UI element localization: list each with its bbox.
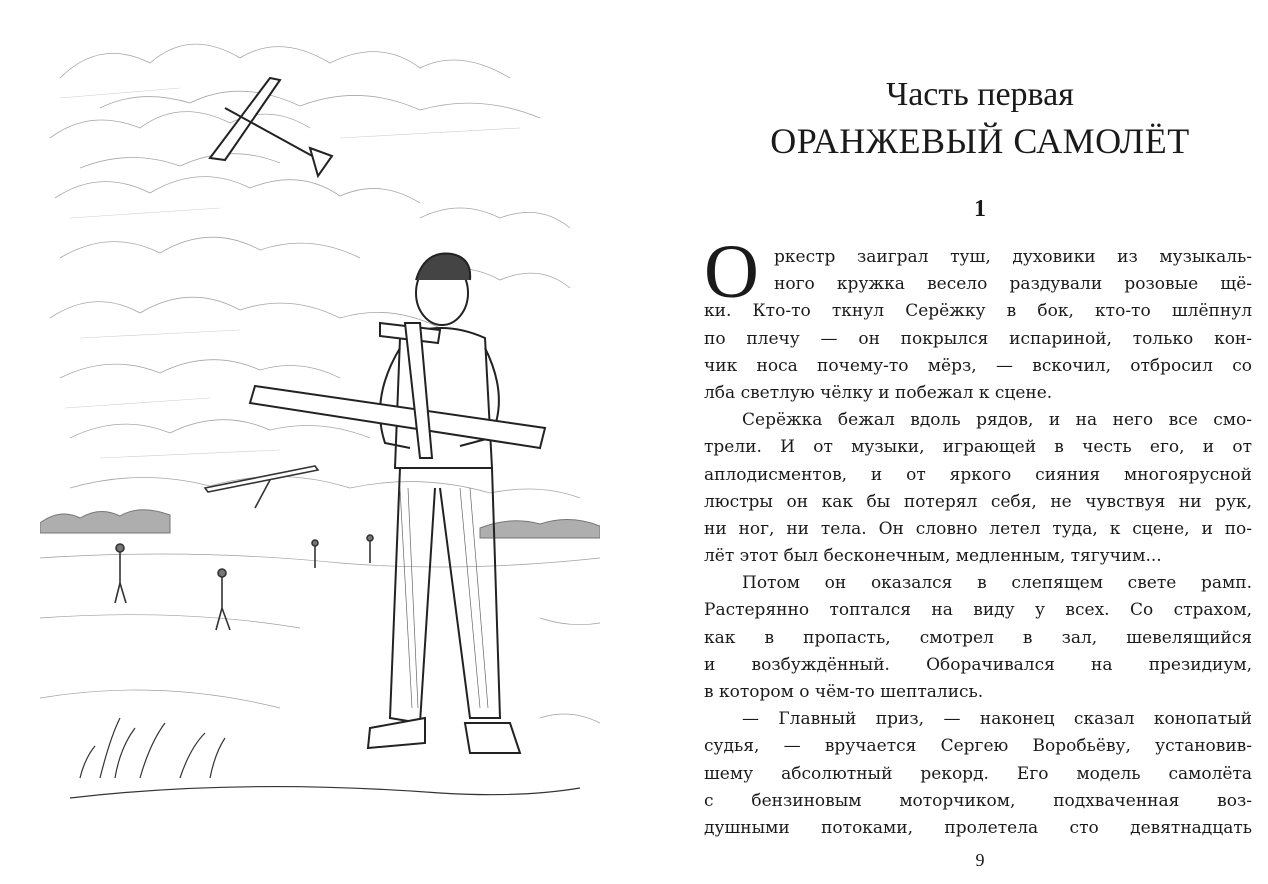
text-line: ки. Кто-то ткнул Серёжку в бок, кто-то шлёпнул (704, 301, 1252, 322)
text-line: по плечу — он покрылся испариной, только кон- (704, 328, 1252, 349)
text-line: аплодисментов, и от яркого сияния многоярусной (704, 464, 1252, 485)
illustration-boy-with-model-plane (40, 18, 600, 818)
text-line: и возбуждённый. Оборачивался на президиум, (704, 654, 1252, 675)
body-text (704, 230, 1252, 842)
text-line: Растерянно топтался на виду у всех. Со страхом, (704, 600, 1252, 621)
text-line: лёт этот был бесконечным, медленным, тягучим... (704, 546, 1162, 567)
text-line: шему абсолютный рекорд. Его модель самолёта (704, 763, 1252, 784)
text-line: душными потоками, пролетела сто девятнадцать (704, 817, 1252, 838)
glider-distance (205, 466, 318, 508)
page-number: 9 (975, 850, 985, 870)
text-line: лба светлую чёлку и побежал к сцене. (704, 382, 1053, 403)
glider-sky (210, 78, 332, 176)
part-title: Часть первая (886, 76, 1074, 113)
book-title: ОРАНЖЕВЫЙ САМОЛЁТ (770, 121, 1190, 161)
text-line: Серёжка бежал вдоль рядов, и на него все смо- (742, 410, 1252, 431)
text-line: чик носа почему-то мёрз, — вскочил, отбросил со (704, 355, 1252, 376)
text-line: как в пропасть, смотрел в зал, шевелящийся (704, 627, 1252, 648)
horizon-trees (40, 510, 600, 538)
text-line: в котором о чём-то шептались. (704, 682, 984, 702)
text-line: судья, — вручается Сергею Воробьёву, установив- (704, 736, 1252, 757)
chapter-number: 1 (974, 196, 986, 222)
text-line: люстры он как бы потерял себя, не чувствуя ни рук, (704, 491, 1252, 512)
drop-cap: О (704, 230, 759, 314)
distant-figures (115, 535, 373, 630)
text-line: — Главный приз, — наконец сказал конопатый (742, 709, 1252, 730)
text-line: Потом он оказался в слепящем свете рамп. (742, 573, 1252, 594)
text-line: ркестр заиграл туш, духовики из музыкаль- (774, 247, 1252, 267)
text-line: ного кружка весело раздували розовые щё- (774, 274, 1252, 295)
text-line: ни ног, ни тела. Он словно летел туда, к сцене, и по- (704, 518, 1252, 539)
text-line: трели. И от музыки, играющей в честь его, и от (704, 437, 1252, 458)
text-line: с бензиновым моторчиком, подхваченная воз- (704, 790, 1252, 811)
